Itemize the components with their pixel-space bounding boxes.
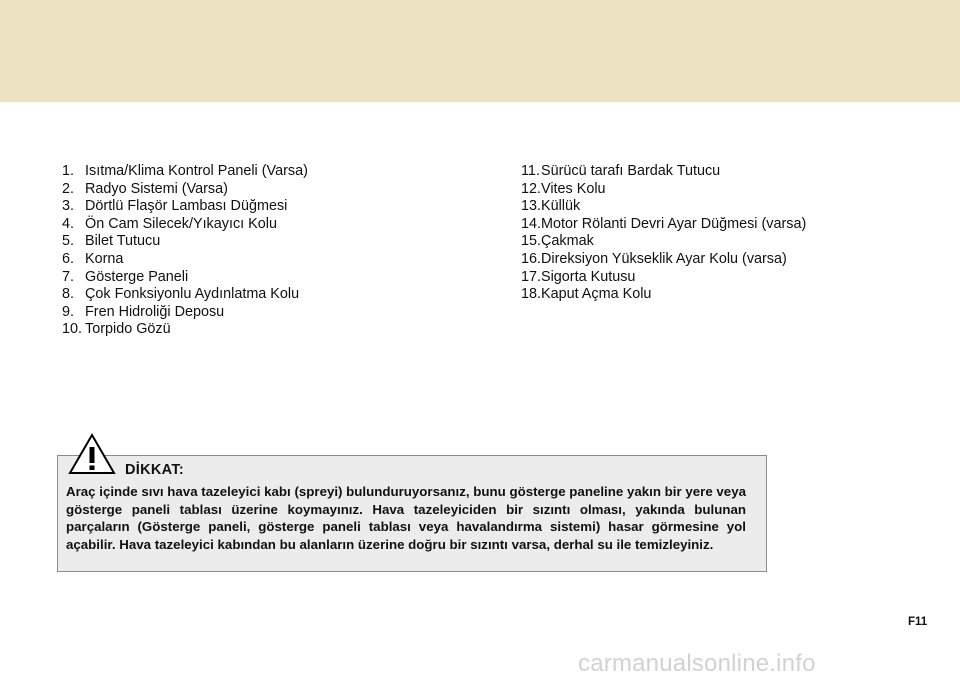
- caution-text: Araç içinde sıvı hava tazeleyici kabı (spreyi) bulunduruyorsanız, bunu gösterge paneline yakın bir yere veya gösterge paneli tablası üzerine koymayınız. Hava tazeleyiciden bir sızıntı olması, yakında bulunan parçaların (Gösterge paneli, gösterge paneli tablası veya havalandırma sistemi) hasar görmesine yol açabilir. Hava tazeleyici kabından bu alanların üzerine doğru bir sızıntı varsa, derhal su ile temizleyiniz.: [66, 484, 746, 552]
- warning-triangle-icon: [67, 432, 117, 476]
- component-list-left: [62, 163, 308, 339]
- caution-title: DİKKAT:: [125, 462, 185, 478]
- list-item: 16. Direksiyon Yükseklik Ayar Kolu (varsa): [521, 250, 787, 267]
- list-item: 9. Fren Hidroliği Deposu: [62, 303, 225, 320]
- list-item: 18. Kaput Açma Kolu: [521, 286, 652, 303]
- list-item: 14. Motor Rölanti Devri Ayar Düğmesi (varsa): [521, 215, 807, 232]
- list-item: 7. Gösterge Paneli: [62, 268, 189, 285]
- list-item: 1. Isıtma/Klima Kontrol Paneli (Varsa): [62, 163, 308, 179]
- list-item: 5. Bilet Tutucu: [62, 233, 161, 250]
- list-item: 10. Torpido Gözü: [62, 321, 171, 338]
- list-item: 2. Radyo Sistemi (Varsa): [62, 180, 228, 197]
- list-item: 6. Korna: [62, 250, 124, 267]
- list-item: 8. Çok Fonksiyonlu Aydınlatma Kolu: [62, 286, 300, 303]
- header-band: [0, 0, 960, 102]
- list-item: 3. Dörtlü Flaşör Lambası Düğmesi: [62, 198, 288, 215]
- list-item: 4. Ön Cam Silecek/Yıkayıcı Kolu: [62, 215, 277, 232]
- list-item: 11. Sürücü tarafı Bardak Tutucu: [521, 163, 721, 179]
- list-item: 12. Vites Kolu: [521, 180, 606, 197]
- list-item: 13. Küllük: [521, 198, 581, 215]
- list-item: 15. Çakmak: [521, 233, 594, 250]
- component-list-right: [521, 163, 806, 304]
- list-item: 17. Sigorta Kutusu: [521, 268, 636, 285]
- watermark: carmanualsonline.info: [578, 650, 816, 677]
- page-number: F11: [908, 616, 928, 628]
